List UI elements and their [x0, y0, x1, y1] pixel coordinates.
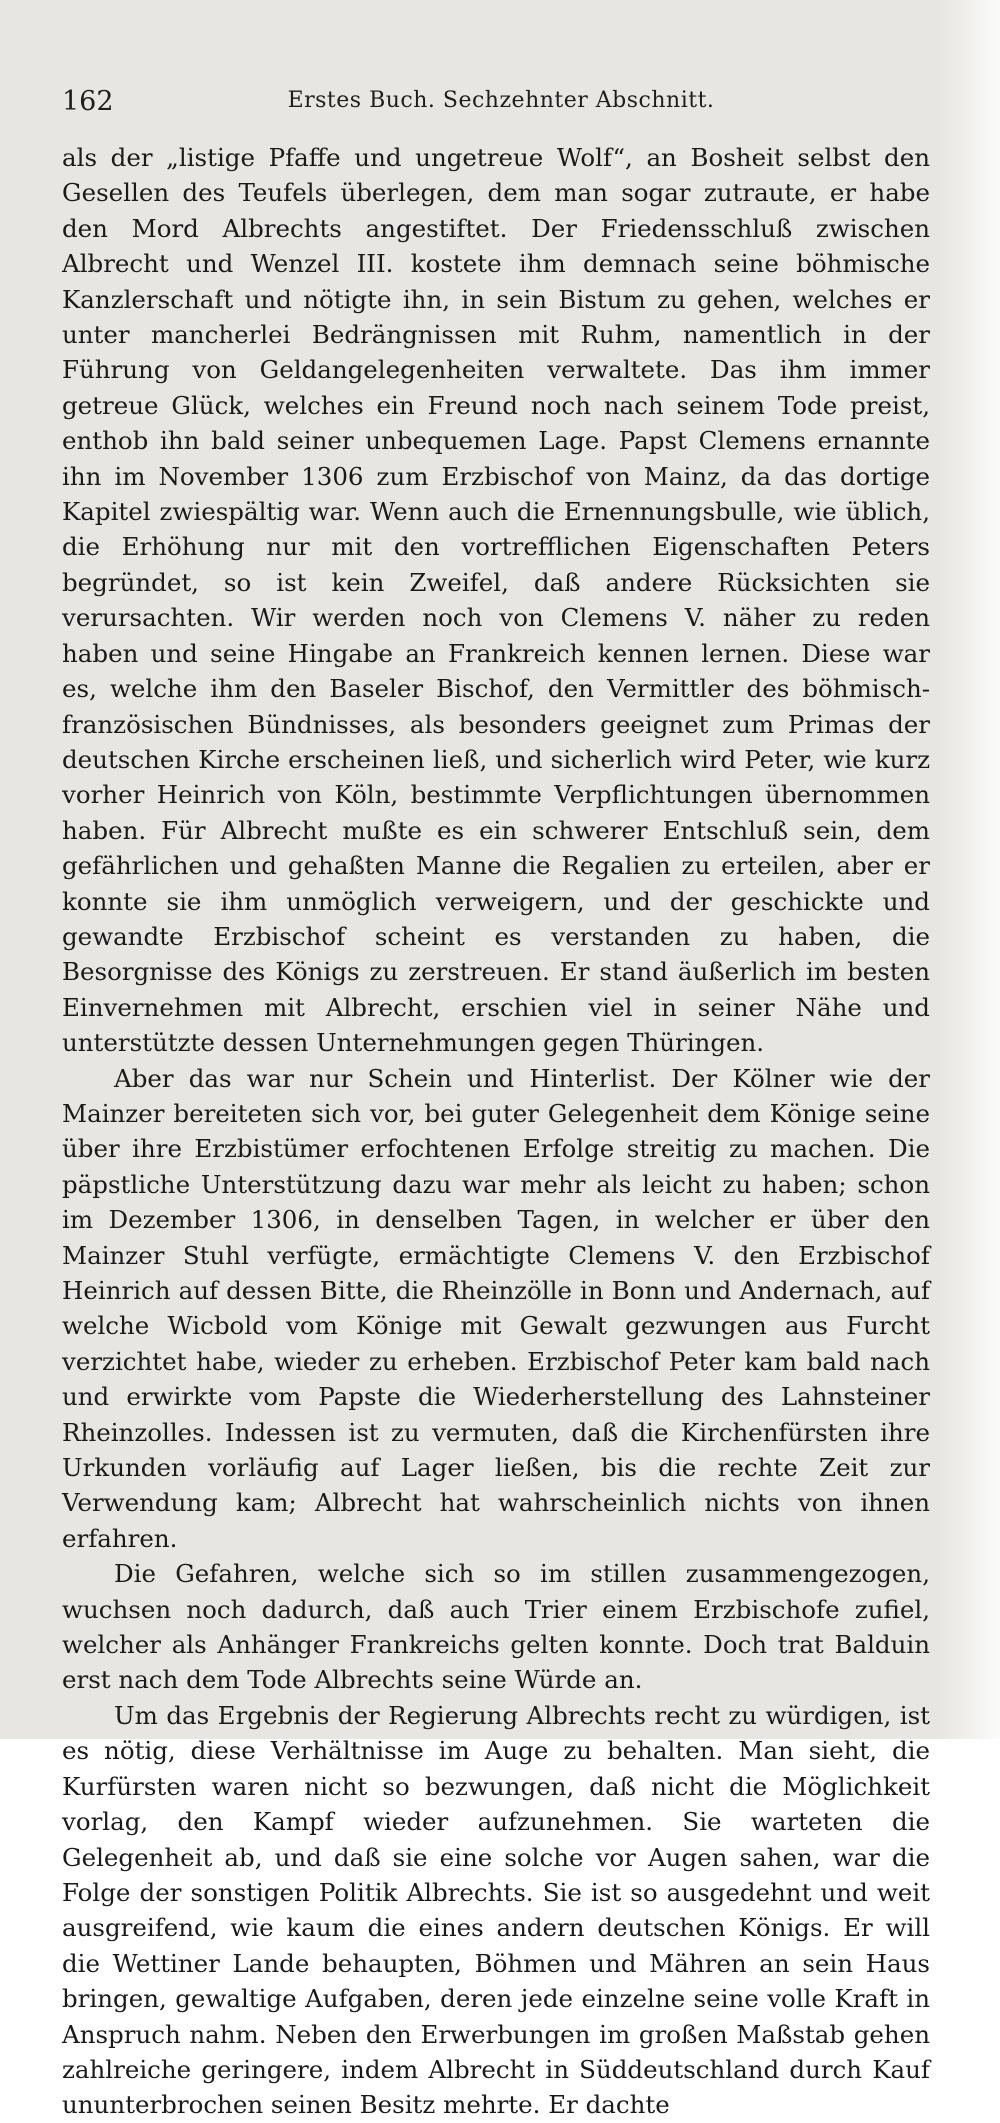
running-head: Erstes Buch. Sechzehnter Abschnitt. — [287, 88, 715, 113]
paragraph: Um das Ergebnis der Regierung Albrechts recht zu würdigen, ist es nötig, diese Verhältnisse im Auge zu behalten. Man sieht, die Kurfürsten waren nicht so bezwungen, daß nicht die Möglichkeit vorlag, den Kampf wieder aufzunehmen. Sie warteten die Gelegenheit ab, und daß sie eine solche vor Augen sahen, war die Folge der sonstigen Politik Albrechts. Sie ist so ausgedehnt und weit ausgreifend, wie kaum die eines andern deutschen Königs. Er will die Wettiner Lande behaupten, Böhmen und Mähren an sein Haus bringen, gewaltige Aufgaben, deren jede einzelne seine volle Kraft in Anspruch nahm. Neben den Erwerbungen im großen Maßstab gehen zahlreiche geringere, indem Albrecht in Süddeutschland durch Kauf ununterbrochen seinen Besitz mehrte. Er dachte — [62, 1700, 930, 2120]
paragraph: als der „listige Pfaffe und ungetreue Wolf“, an Bosheit selbst den Gesellen des Teufels überlegen, dem man sogar zutraute, er habe den Mord Albrechts angestiftet. Der Friedensschluß zwischen Albrecht und Wenzel III. kostete ihm demnach seine böhmische Kanzlerschaft und nötigte ihn, in sein Bistum zu gehen, welches er unter mancherlei Bedrängnissen mit Ruhm, namentlich in der Führung von Geldangelegenheiten verwaltete. Das ihm immer getreue Glück, welches ein Freund noch nach seinem Tode preist, enthob ihn bald seiner unbequemen Lage. Papst Clemens ernannte ihn im November 1306 zum Erzbischof von Mainz, da das dortige Kapitel zwiespältig war. Wenn auch die Ernennungsbulle, wie üblich, die Erhöhung nur mit den vortrefflichen Eigenschaften Peters begründet, so ist kein Zweifel, daß andere Rücksichten sie verursachten. Wir werden noch von Clemens V. näher zu reden haben und seine Hingabe an Frankreich kennen lernen. Diese war es, welche ihm den Baseler Bischof, den Vermittler des böhmisch-französischen Bündnisses, als besonders geeignet zum Primas der deutschen Kirche erscheinen ließ, und sicherlich wird Peter, wie kurz vorher Heinrich von Köln, bestimmte Verpflichtungen übernommen haben. Für Albrecht mußte es ein schwerer Entschluß sein, dem gefährlichen und gehaßten Manne die Regalien zu erteilen, aber er konnte sie ihm unmöglich verweigern, und der geschickte und gewandte Erzbischof scheint es verstanden zu haben, die Besorgnisse des Königs zu zerstreuen. Er stand äußerlich im besten Einvernehmen mit Albrecht, erschien viel in seiner Nähe und unterstützte dessen Unternehmungen gegen Thüringen. — [62, 143, 930, 1058]
page-header — [62, 86, 940, 126]
page-number: 162 — [62, 86, 114, 117]
paragraph: Aber das war nur Schein und Hinterlist. Der Kölner wie der Mainzer bereiteten sich vor, bei guter Gelegenheit dem Könige seine über ihre Erzbistümer erfochtenen Erfolge streitig zu machen. Die päpstliche Unterstützung dazu war mehr als leicht zu haben; schon im Dezember 1306, in denselben Tagen, in welcher er über den Mainzer Stuhl verfügte, ermächtigte Clemens V. den Erzbischof Heinrich auf dessen Bitte, die Rheinzölle in Bonn und Andernach, auf welche Wicbold vom Könige mit Gewalt gezwungen aus Furcht verzichtet habe, wieder zu erheben. Erzbischof Peter kam bald nach und erwirkte vom Papste die Wiederherstellung des Lahnsteiner Rheinzolles. Indessen ist zu vermuten, daß die Kirchenfürsten ihre Urkunden vorläufig auf Lager ließen, bis die rechte Zeit zur Verwendung kam; Albrecht hat wahrscheinlich nichts von ihnen erfahren. — [62, 1063, 930, 1553]
paragraph: Die Gefahren, welche sich so im stillen zusammengezogen, wuchsen noch dadurch, daß auch Trier einem Erzbischofe zufiel, welcher als Anhänger Frankreichs gelten konnte. Doch trat Balduin erst nach dem Tode Albrechts seine Würde an. — [62, 1559, 930, 1695]
body-text — [62, 140, 930, 2123]
